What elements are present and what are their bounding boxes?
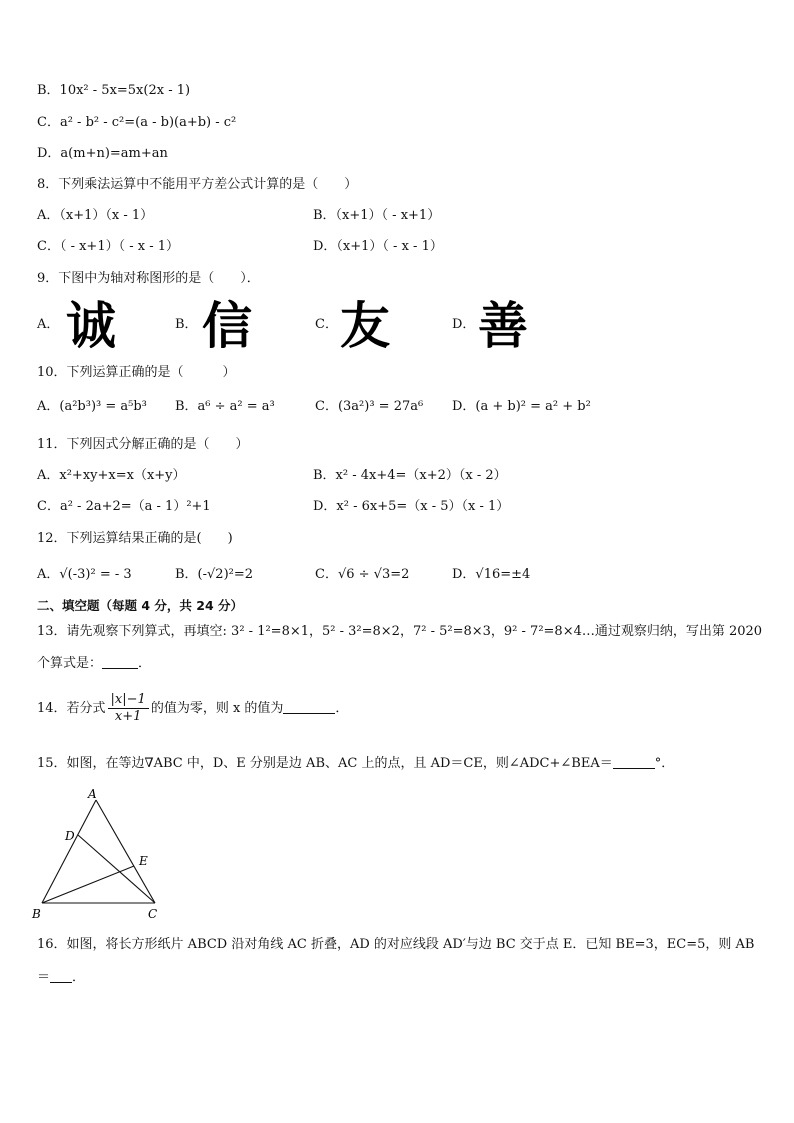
segment-ac	[96, 800, 155, 903]
q14-fraction	[108, 692, 149, 725]
q8-option-a: A．（x+1）（x - 1）	[37, 208, 154, 223]
q12-option-b: B．(-√2)²=2	[175, 567, 254, 582]
section-fill-in-heading: 二、填空题（每题 4 分，共 24 分）	[37, 598, 244, 613]
q12-option-a: A．√(-3)² = - 3	[37, 567, 132, 582]
q13-line2	[37, 654, 151, 673]
q11-option-c: C．a² - 2a+2=（a - 1）²+1	[37, 499, 211, 514]
q12-option-d: D．√16=±4	[452, 567, 531, 582]
q15-text: 15．如图，在等边∇ABC 中，D、E 分别是边 AB、AC 上的点，且 AD＝CE，则∠ADC+∠BEA＝	[37, 756, 613, 771]
q14-fraction-denominator: x+1	[114, 709, 142, 724]
q14-end: ．	[335, 701, 349, 716]
q10-option-b: B．a⁶ ÷ a² = a³	[175, 399, 275, 414]
q14-line	[37, 692, 348, 726]
q9-label-d: D．	[452, 317, 476, 332]
q16-answer-blank[interactable]	[50, 968, 72, 983]
q7-option-b: B．10x² - 5x=5x(2x - 1)	[37, 83, 191, 98]
q12-option-c: C．√6 ÷ √3=2	[315, 567, 410, 582]
segment-ab	[42, 800, 96, 903]
q15-end: °．	[654, 756, 675, 771]
q11-option-b: B．x² - 4x+4=（x+2）（x - 2）	[313, 468, 507, 483]
q10-option-a: A．(a²b³)³ = a⁵b³	[37, 399, 147, 414]
q8-option-c: C．（ - x+1）（ - x - 1）	[37, 239, 180, 254]
q9-label-b: B．	[175, 317, 198, 332]
q9-char-d: 善	[478, 297, 528, 355]
q12-stem: 12．下列运算结果正确的是( )	[37, 531, 233, 546]
q11-option-a: A．x²+xy+x=x（x+y）	[37, 468, 186, 483]
segment-dc	[78, 835, 155, 903]
q9-char-b: 信	[202, 297, 252, 355]
q9-stem: 9．下图中为轴对称图形的是（ ）．	[37, 271, 260, 286]
q16-line2-start: ＝	[37, 970, 51, 985]
q9-label-c: C．	[315, 317, 338, 332]
q9-label-a: A．	[37, 317, 60, 332]
q14-suffix: 的值为零，则 x 的值为	[150, 701, 284, 716]
q8-option-d: D．（x+1）（ - x - 1）	[313, 239, 443, 254]
q11-option-d: D．x² - 6x+5=（x - 5）（x - 1）	[313, 499, 510, 514]
q11-stem: 11．下列因式分解正确的是（ ）	[37, 437, 249, 452]
q15-line	[37, 754, 674, 773]
label-d: D	[65, 829, 75, 843]
q8-option-b: B．（x+1）（ - x+1）	[313, 208, 441, 223]
segment-be	[42, 866, 134, 903]
q10-stem: 10．下列运算正确的是（ ）	[37, 365, 236, 380]
q15-answer-blank[interactable]	[613, 754, 655, 769]
q7-option-d: D．a(m+n)=am+an	[37, 146, 168, 161]
q13-line1: 13．请先观察下列算式，再填空: 3² - 1²=8×1，5² - 3²=8×2，7² - 5²=8×3，9² - 7²=8×4…通过观察归纳，写出第 2020	[37, 624, 763, 639]
q13-answer-blank[interactable]	[102, 654, 138, 669]
q14-prefix: 14．若分式	[37, 701, 106, 716]
q9-char-a: 诚	[66, 297, 116, 355]
q15-triangle-figure	[30, 784, 170, 926]
label-e: E	[139, 854, 148, 868]
q16-line2-end: ．	[72, 970, 86, 985]
q16-line2	[37, 968, 85, 987]
q9-char-c: 友	[340, 297, 390, 355]
label-c: C	[148, 907, 158, 921]
q10-option-c: C．(3a²)³ = 27a⁶	[315, 399, 424, 414]
label-b: B	[32, 907, 41, 921]
q13-line2-end: ．	[138, 656, 152, 671]
q10-option-d: D．(a + b)² = a² + b²	[452, 399, 591, 414]
q16-line1: 16．如图，将长方形纸片 ABCD 沿对角线 AC 折叠，AD 的对应线段 AD′与边 BC 交于点 E．已知 BE=3，EC=5，则 AB	[37, 937, 755, 952]
q7-option-c: C．a² - b² - c²=(a - b)(a+b) - c²	[37, 115, 237, 130]
q14-fraction-numerator: |x|−1	[108, 692, 149, 709]
q13-line2-text: 个算式是：	[37, 656, 103, 671]
q8-stem: 8．下列乘法运算中不能用平方差公式计算的是（ ）	[37, 177, 358, 192]
q14-answer-blank[interactable]	[283, 699, 335, 714]
label-a: A	[88, 787, 97, 801]
